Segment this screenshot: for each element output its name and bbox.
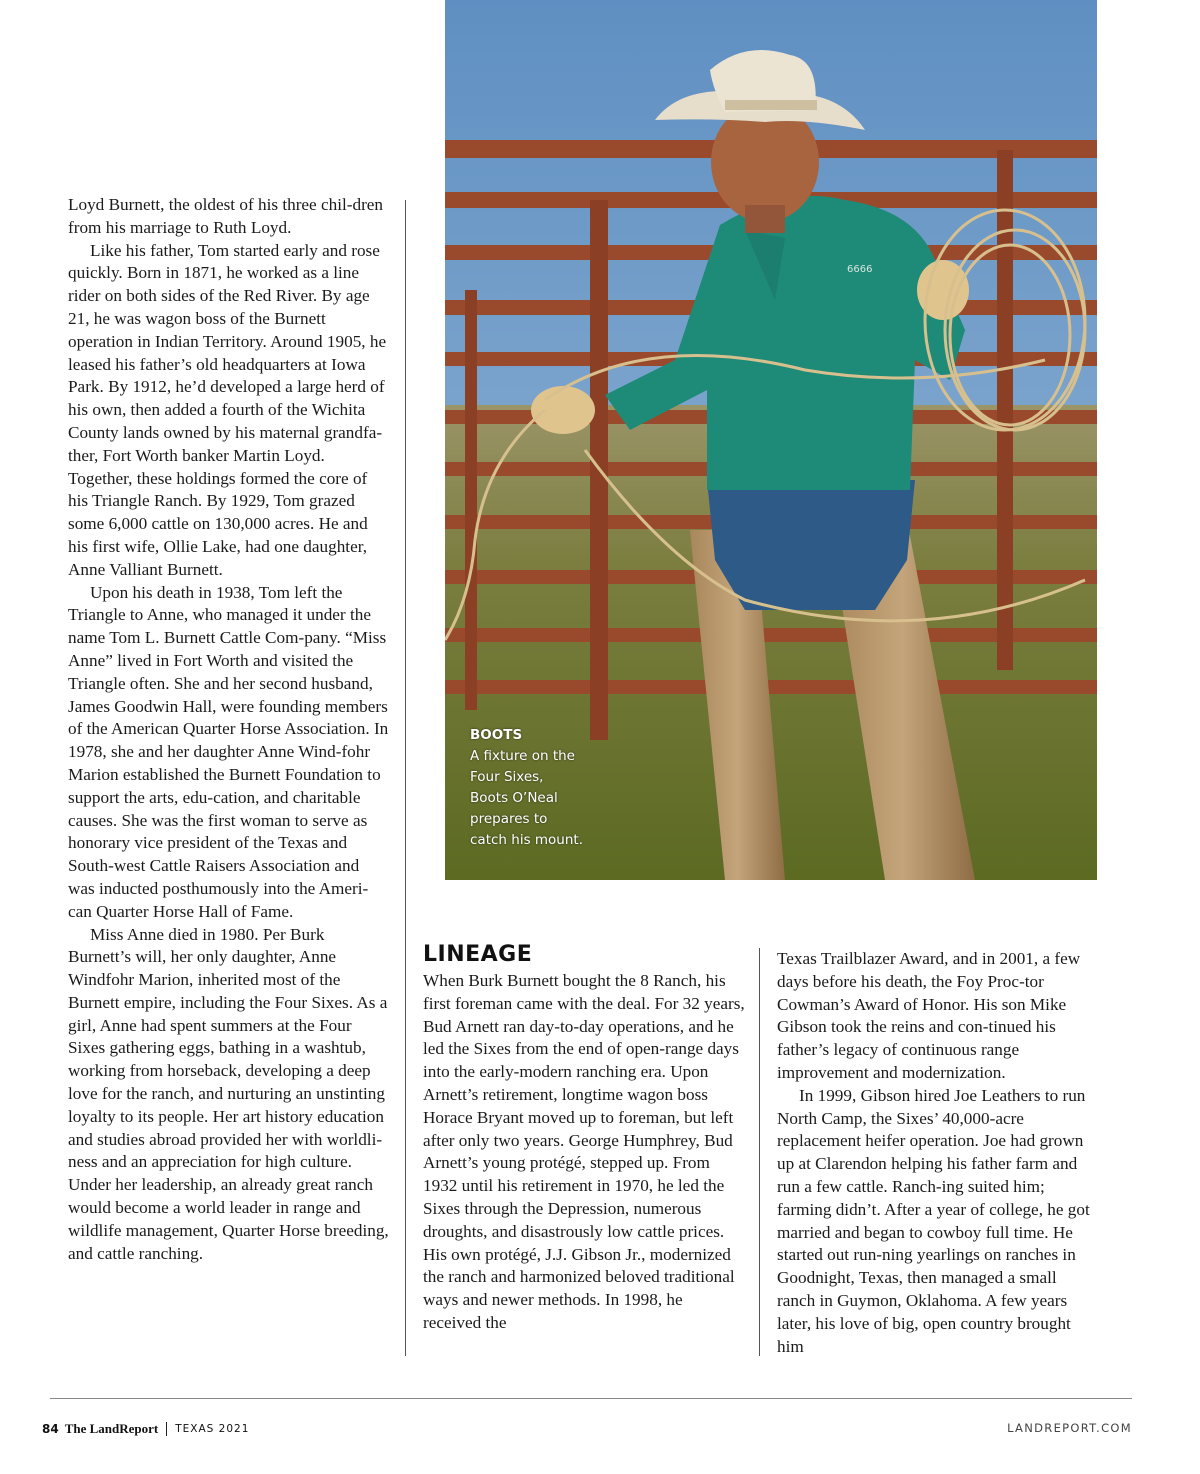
caption-line: catch his mount.	[470, 832, 583, 848]
issue-label: TEXAS 2021	[175, 1423, 250, 1435]
paragraph: When Burk Burnett bought the 8 Ranch, his first foreman came with the deal. For 32 years, Bud Arnett ran day-to-day operations, and he led the Sixes from the end of open-range days into the early-modern ranching era. Upon Arnett’s retirement, longtime wagon boss Horace Bryant moved up to foreman, but left after only two years. George Humphrey, Bud Arnett’s young protégé, stepped up. From 1932 until his retirement in 1970, he led the Sixes through the Depression, numerous droughts, and disastrously low cattle prices. His own protégé, J.J. Gibson Jr., modernized the ranch and harmonized beloved traditional ways and newer methods. In 1998, he received the	[423, 971, 745, 1332]
photo-caption	[470, 725, 610, 851]
footer-separator	[166, 1422, 167, 1436]
page-number: 84	[42, 1422, 59, 1436]
caption-line: prepares to	[470, 811, 548, 827]
magazine-brand: The LandReport	[64, 1421, 159, 1436]
paragraph: Texas Trailblazer Award, and in 2001, a few days before his death, the Foy Proc-tor Cowman’s Award of Honor. His son Mike Gibson took the reins and con-tinued his father’s legacy of continuous range improvement and modernization.	[777, 949, 1081, 1082]
paragraph: Loyd Burnett, the oldest of his three chil-dren from his marriage to Ruth Loyd.	[68, 195, 384, 237]
middle-text-column	[423, 970, 745, 1335]
left-text-column	[68, 194, 390, 1265]
paragraph: Upon his death in 1938, Tom left the Triangle to Anne, who managed it under the name Tom L. Burnett Cattle Com-pany. “Miss Anne” lived in Fort Worth and visited the Triangle often. She and her second husband, James Goodwin Hall, were founding members of the American Quarter Horse Association. In 1978, she and her daughter Anne Wind-fohr Marion established the Burnett Foundation to support the arts, edu-cation, and charitable causes. She was the first woman to serve as honorary vice president of the Texas and South-west Cattle Raisers Association and was inducted posthumously into the Ameri-can Quarter Horse Hall of Fame.	[68, 582, 389, 921]
column-divider	[405, 200, 406, 1356]
section-heading: LINEAGE	[423, 942, 533, 967]
paragraph: In 1999, Gibson hired Joe Leathers to run North Camp, the Sixes’ 40,000-acre replacement heifer operation. Joe had grown up at Clarendon helping his father farm and run a few cattle. Ranch-ing suited him; farming didn’t. After a year of college, he got married and began to cowboy full time. He started out run-ning yearlings on ranches in Goodnight, Texas, then managed a small ranch in Guymon, Oklahoma. A few years later, his love of big, open country brought him	[777, 1085, 1090, 1356]
paragraph: Miss Anne died in 1980. Per Burk Burnett’s will, her only daughter, Anne Windfohr Marion, inherited most of the Burnett empire, including the Four Sixes. As a girl, Anne had spent summers at the Four Sixes gathering eggs, bathing in a washtub, working from horseback, developing a deep love for the ranch, and nurturing an unstinting loyalty to its people. Her art history education and studies abroad provided her with worldli-ness and an appreciation for high culture. Under her leadership, an already great ranch would become a world leader in range and wildlife management, Quarter Horse breeding, and cattle ranching.	[68, 924, 389, 1263]
right-text-column	[777, 948, 1099, 1358]
caption-line: A fixture on the	[470, 748, 575, 764]
paragraph: Like his father, Tom started early and rose quickly. Born in 1871, he worked as a line rider on both sides of the Red River. By age 21, he was wagon boss of the Burnett operation in Indian Territory. Around 1905, he leased his father’s old headquarters at Iowa Park. By 1912, he’d developed a large herd of his own, then added a fourth of the Wichita County lands owned by his maternal grandfa-ther, Fort Worth banker Martin Loyd. Together, these holdings formed the core of his Triangle Ranch. By 1929, Tom grazed some 6,000 cattle on 130,000 acres. He and his first wife, Ollie Lake, had one daughter, Anne Valliant Burnett.	[68, 240, 387, 579]
footer-divider	[50, 1398, 1132, 1399]
column-divider	[759, 948, 760, 1356]
footer-left	[42, 1421, 249, 1437]
pocket-brand: 6666	[847, 264, 873, 275]
caption-line: Boots O’Neal	[470, 790, 558, 806]
caption-line: Four Sixes,	[470, 769, 544, 785]
caption-title: BOOTS	[470, 727, 523, 743]
site-url: LANDREPORT.COM	[1007, 1421, 1132, 1435]
